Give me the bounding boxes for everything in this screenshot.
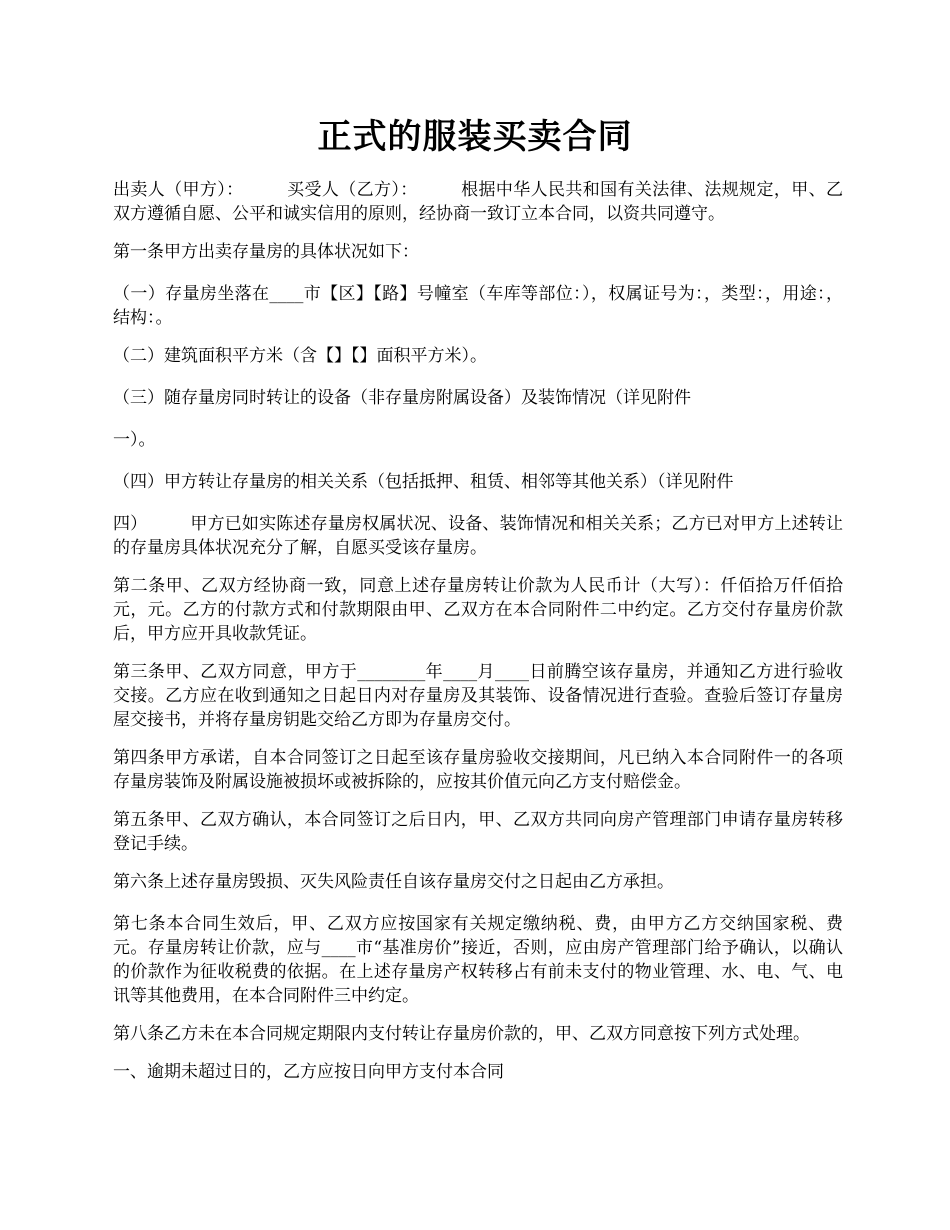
paragraph-item-3-cont: 一）。 <box>113 430 156 450</box>
paragraph-article-5: 第五条甲、乙双方确认，本合同签订之后日内，甲、乙双方共同向房产管理部门申请存量房转移登记手续。 <box>113 810 843 854</box>
paragraph-clause-1: 一、逾期未超过日的，乙方应按日向甲方支付本合同 <box>113 1062 504 1082</box>
paragraph-item-3: （三）随存量房同时转让的设备（非存量房附属设备）及装饰情况（详见附件 <box>113 388 691 408</box>
paragraph-article-8: 第八条乙方未在本合同规定期限内支付转让存量房价款的，甲、乙双方同意按下列方式处理。 <box>113 1024 810 1044</box>
document-body <box>113 178 843 1098</box>
paragraph-item-2: （二）建筑面积平方米（含【】【】面积平方米）。 <box>113 346 487 366</box>
document-title: 正式的服装买卖合同 <box>317 117 633 157</box>
paragraph-item-4: （四）甲方转让存量房的相关关系（包括抵押、租赁、相邻等其他关系）（详见附件 <box>113 472 734 492</box>
paragraph-item-1: （一）存量房坐落在____市【区】【路】号幢室（车库等部位：），权属证号为：，类型：，用途：，结构：。 <box>113 284 843 328</box>
paragraph-article-1: 第一条甲方出卖存量房的具体状况如下： <box>113 242 419 262</box>
paragraph-item-4-cont: 四） 甲方已如实陈述存量房权属状况、设备、装饰情况和相关关系；乙方已对甲方上述转让的存量房具体状况充分了解，自愿买受该存量房。 <box>113 514 843 558</box>
paragraph-article-7: 第七条本合同生效后，甲、乙双方应按国家有关规定缴纳税、费，由甲方乙方交纳国家税、费元。存量房转让价款，应与____市“基准房价”接近，否则，应由房产管理部门给予确认，以确认的价款作为征收税费的依据。在上述存量房产权转移占有前未支付的物业管理、水、电、气、电讯等其他费用，在本合同附件三中约定。 <box>113 914 843 1006</box>
paragraph-article-4: 第四条甲方承诺，自本合同签订之日起至该存量房验收交接期间，凡已纳入本合同附件一的各项存量房装饰及附属设施被损坏或被拆除的，应按其价值元向乙方支付赔偿金。 <box>113 748 843 792</box>
paragraph-article-6: 第六条上述存量房毁损、灭失风险责任自该存量房交付之日起由乙方承担。 <box>113 872 674 892</box>
paragraph-article-3: 第三条甲、乙双方同意，甲方于________年____月____日前腾空该存量房，并通知乙方进行验收交接。乙方应在收到通知之日起日内对存量房及其装饰、设备情况进行查验。查验后签订存量房屋交接书，并将存量房钥匙交给乙方即为存量房交付。 <box>113 662 843 730</box>
paragraph-article-2: 第二条甲、乙双方经协商一致，同意上述存量房转让价款为人民币计（大写）：仟佰拾万仟佰拾元，元。乙方的付款方式和付款期限由甲、乙双方在本合同附件二中约定。乙方交付存量房价款后，甲方应开具收款凭证。 <box>113 576 843 644</box>
paragraph-parties: 出卖人（甲方）： 买受人（乙方）： 根据中华人民共和国有关法律、法规规定，甲、乙双方遵循自愿、公平和诚实信用的原则，经协商一致订立本合同，以资共同遵守。 <box>113 180 843 224</box>
